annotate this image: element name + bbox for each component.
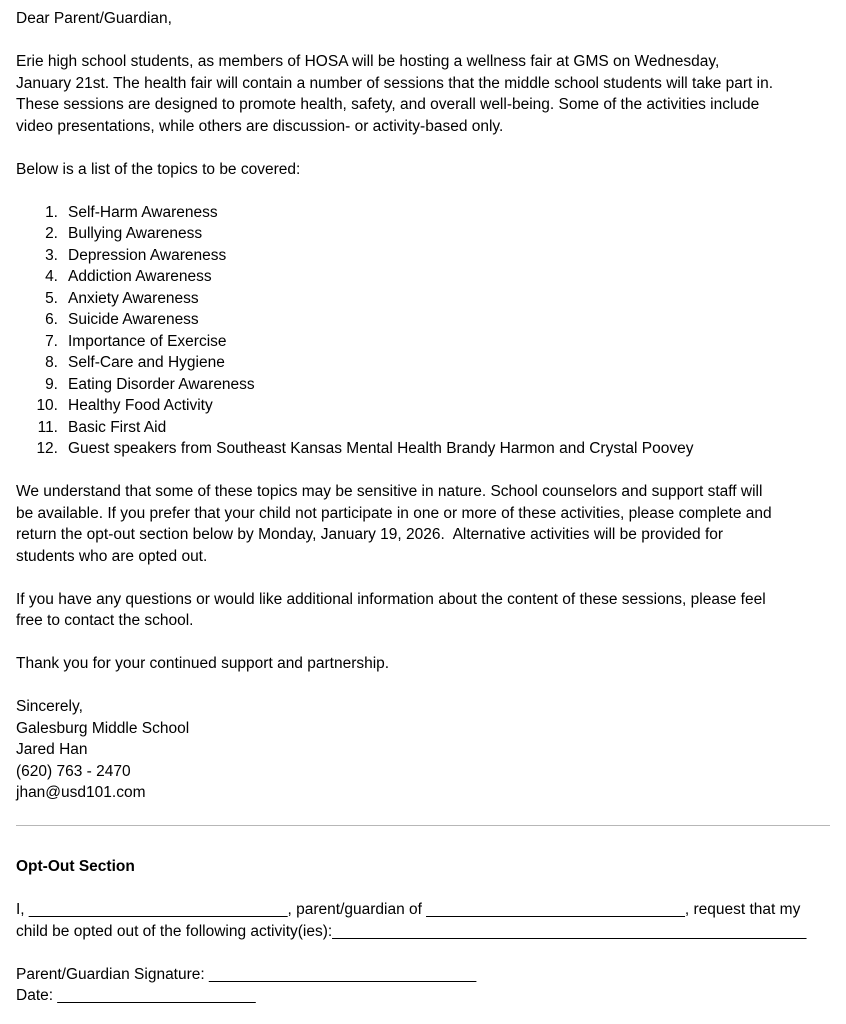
email-address: jhan@usd101.com	[16, 784, 146, 801]
paragraph-line: Erie high school students, as members of HOSA will be hosting a wellness fair at GMS on Wednesday,	[16, 53, 720, 70]
list-item	[16, 223, 830, 245]
paragraph-line: be available. If you prefer that your child not participate in one or more of these activities, please complete and	[16, 504, 772, 522]
thanks-paragraph	[16, 653, 830, 675]
list-item	[16, 288, 830, 310]
list-item	[16, 266, 830, 288]
paragraph-line: video presentations, while others are discussion- or activity-based only.	[16, 117, 504, 135]
list-item	[16, 352, 830, 374]
date-blank-line: Date: _______________________	[16, 987, 256, 1004]
opt-out-request	[16, 899, 830, 942]
topic-label: Addiction Awareness	[68, 268, 212, 285]
opt-out-request-line: child be opted out of the following activity(ies):_______________________________________________________	[16, 922, 807, 940]
closing-line: Sincerely,	[16, 698, 83, 715]
paragraph-line: free to contact the school.	[16, 612, 194, 629]
topic-label: Basic First Aid	[68, 418, 167, 436]
list-item	[16, 417, 830, 439]
paragraph-line: students who are opted out.	[16, 547, 208, 565]
sensitive-paragraph	[16, 481, 830, 567]
list-item	[16, 438, 830, 460]
sender-name: Jared Han	[16, 741, 88, 758]
list-item	[16, 245, 830, 267]
topic-number: 9.	[45, 375, 58, 393]
topic-label: Depression Awareness	[68, 246, 227, 264]
topic-number: 6.	[45, 311, 58, 328]
opt-out-request-line: I, ______________________________, parent/guardian of ______________________________, request that my	[16, 901, 801, 918]
topic-number: 4.	[45, 268, 58, 285]
signature-blank-line: Parent/Guardian Signature: _______________________________	[16, 965, 477, 983]
list-intro-line: Below is a list of the topics to be covered:	[16, 160, 301, 178]
topic-number: 5.	[45, 289, 58, 307]
paragraph-line: return the opt-out section below by Monday, January 19, 2026. Alternative activities will be provided for	[16, 526, 724, 543]
paragraph-line: We understand that some of these topics may be sensitive in nature. School counselors and support staff will	[16, 483, 763, 500]
list-item	[16, 309, 830, 331]
list-item	[16, 202, 830, 224]
paragraph-line: If you have any questions or would like additional information about the content of these sessions, please feel	[16, 590, 766, 608]
topic-number: 12.	[36, 440, 58, 457]
greeting-line: Dear Parent/Guardian,	[16, 10, 172, 27]
topic-label: Suicide Awareness	[68, 311, 199, 328]
topic-number: 1.	[45, 203, 58, 221]
signature-block	[16, 696, 830, 804]
topic-label: Healthy Food Activity	[68, 397, 213, 414]
topic-number: 7.	[45, 332, 58, 350]
topic-number: 8.	[45, 354, 58, 371]
topic-number: 10.	[36, 397, 58, 414]
topic-number: 11.	[37, 418, 58, 436]
list-intro	[16, 159, 830, 181]
opt-out-heading-block	[16, 856, 830, 878]
topic-label: Self-Care and Hygiene	[68, 354, 225, 371]
opt-out-heading: Opt-Out Section	[16, 858, 135, 875]
list-item	[16, 374, 830, 396]
questions-paragraph	[16, 589, 830, 632]
topic-label: Anxiety Awareness	[68, 289, 199, 307]
paragraph-line: Thank you for your continued support and partnership.	[16, 655, 390, 672]
topic-label: Eating Disorder Awareness	[68, 375, 255, 393]
list-item	[16, 395, 830, 417]
section-divider	[16, 825, 830, 826]
topic-label: Guest speakers from Southeast Kansas Mental Health Brandy Harmon and Crystal Poovey	[68, 440, 694, 457]
paragraph-line: These sessions are designed to promote health, safety, and overall well-being. Some of the activities include	[16, 96, 760, 113]
topic-label: Bullying Awareness	[68, 225, 203, 242]
list-item	[16, 331, 830, 353]
topic-label: Importance of Exercise	[68, 332, 227, 350]
topic-number: 3.	[45, 246, 58, 264]
greeting	[16, 8, 830, 30]
school-name: Galesburg Middle School	[16, 719, 190, 737]
intro-paragraph	[16, 51, 830, 137]
paragraph-line: January 21st. The health fair will contain a number of sessions that the middle school students will take part in.	[16, 74, 774, 92]
phone-number: (620) 763 - 2470	[16, 762, 131, 780]
topic-label: Self-Harm Awareness	[68, 203, 218, 221]
topic-number: 2.	[45, 225, 58, 242]
topics-list	[16, 202, 830, 460]
opt-out-form-lines	[16, 964, 830, 1007]
